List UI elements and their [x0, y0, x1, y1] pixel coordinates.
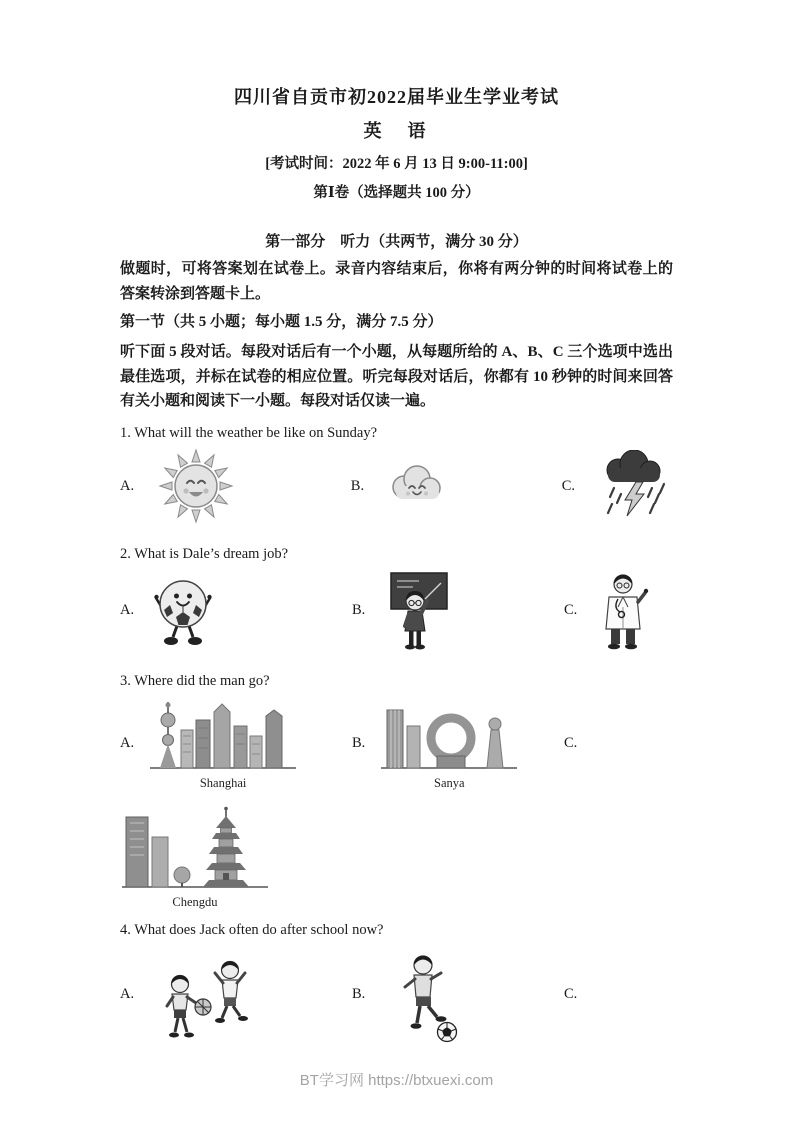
section-title: 第一节（共 5 小题；每小题 1.5 分，满分 7.5 分） — [120, 313, 443, 330]
question-1-options — [120, 448, 673, 524]
question-4-option-b — [352, 945, 564, 1043]
option-c-label: C. — [564, 735, 578, 752]
exam-subject: 英 语 — [363, 121, 430, 142]
boy-playing-football-icon — [385, 945, 465, 1043]
option-c-label: C. — [561, 477, 575, 494]
sanya-landmarks-icon — [379, 696, 519, 774]
exam-time: [考试时间：2022 年 6 月 13 日 9:00-11:00] — [265, 156, 528, 173]
question-4-options — [120, 945, 673, 1043]
shanghai-caption: Shanghai — [199, 776, 247, 791]
question-3-options — [120, 696, 673, 791]
question-4-text: 4. What does Jack often do after school now? — [120, 922, 384, 939]
question-3-text: 3. Where did the man go? — [120, 673, 270, 690]
question-1-option-c — [562, 450, 673, 522]
option-c-label: C. — [564, 985, 578, 1002]
storm-cloud-rain-icon — [595, 450, 673, 522]
option-b-label: B. — [352, 601, 366, 618]
question-2-option-c — [564, 569, 673, 651]
option-c-label: C. — [564, 601, 578, 618]
option-b-label: B. — [352, 985, 366, 1002]
chengdu-figure — [120, 805, 270, 910]
chengdu-pagoda-icon — [120, 805, 270, 893]
option-b-label: B. — [350, 477, 365, 494]
option-a-label: A. — [120, 601, 135, 618]
question-2-options — [120, 569, 673, 651]
option-a-label: A. — [120, 477, 135, 494]
section-instructions: 听下面 5 段对话。每段对话后有一个小题，从每题所给的 A、B、C 三个选项中选出最佳选项，并标在试卷的相应位置。听完每段对话后，你都有 10 秒钟的时间来回答有关小题和阅读下一小题。每段对话仅读一遍。 — [120, 344, 673, 409]
football-mascot-icon — [154, 570, 212, 650]
question-2-option-a — [120, 570, 352, 650]
doctor-icon — [597, 569, 651, 651]
sanya-figure — [379, 696, 519, 791]
question-1-option-b — [351, 461, 562, 511]
question-4-option-a — [120, 948, 352, 1040]
question-2-text: 2. What is Dale’s dream job? — [120, 546, 289, 563]
question-3-option-c — [564, 735, 673, 752]
question-1-text: 1. What will the weather be like on Sunday? — [120, 425, 378, 442]
general-instructions: 做题时，可将答案划在试卷上。录音内容结束后，你将有两分钟的时间将试卷上的答案转涂到答题卡上。 — [120, 261, 673, 302]
children-playing-basketball-icon — [154, 948, 262, 1040]
exam-title: 四川省自贡市初2022届毕业生学业考试 — [234, 87, 559, 107]
question-2-option-b — [352, 569, 564, 651]
teacher-at-blackboard-icon — [385, 569, 451, 651]
question-1-option-a — [120, 448, 351, 524]
option-b-label: B. — [352, 735, 366, 752]
volume-title: 第Ⅰ卷（选择题共 100 分） — [313, 185, 480, 202]
sanya-caption: Sanya — [434, 776, 465, 791]
question-4-option-c — [564, 986, 673, 1003]
site-credit: BT学习网 https://btxuexi.com — [299, 1072, 494, 1089]
chengdu-caption: Chengdu — [172, 895, 218, 910]
shanghai-figure — [148, 696, 298, 791]
option-a-label: A. — [120, 985, 135, 1002]
option-a-label: A. — [120, 735, 135, 752]
question-3-option-a — [120, 696, 352, 791]
question-3-option-b — [352, 696, 564, 791]
shanghai-skyline-icon — [148, 696, 298, 774]
smiling-sun-icon — [154, 448, 238, 524]
smiling-cloud-icon — [384, 461, 448, 511]
part-title: 第一部分 听力（共两节，满分 30 分） — [265, 234, 528, 251]
